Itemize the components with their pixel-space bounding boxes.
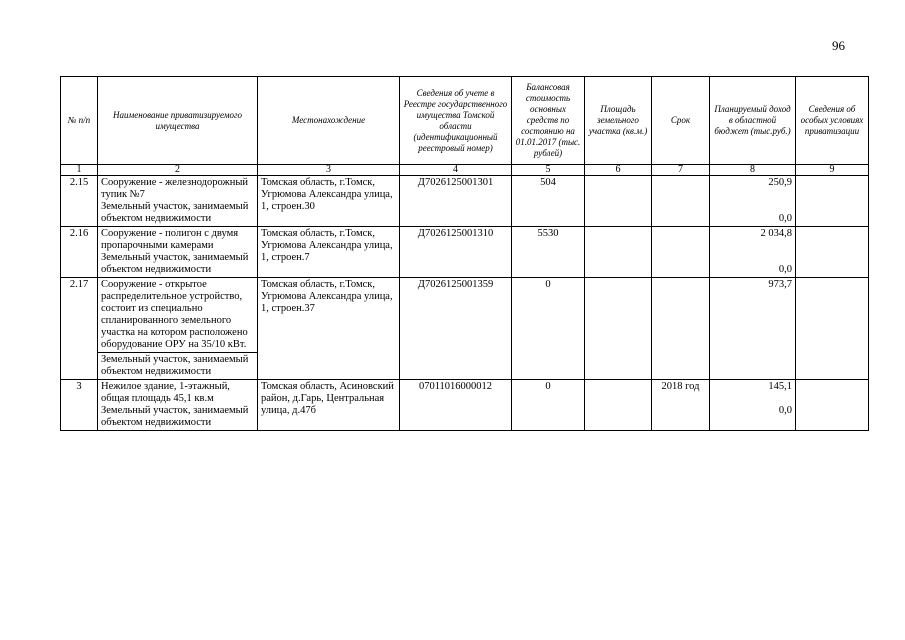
- table-row: [61, 380, 869, 431]
- location: Томская область, Асиновский район, д.Гарь, Центральная улица, д.47б: [258, 380, 400, 431]
- row-number: 2.17: [61, 278, 98, 380]
- term-value: [652, 227, 710, 278]
- term-value: [652, 278, 710, 380]
- income-cell: [710, 176, 796, 227]
- balance-value: 5530: [512, 227, 585, 278]
- conditions-value: [796, 176, 869, 227]
- income-cell: [710, 380, 796, 431]
- land-plot-text: Земельный участок, занимаемый объектом недвижимости: [101, 252, 249, 275]
- income-value: 250,9: [768, 177, 792, 188]
- registry-number: Д7026125001359: [400, 278, 512, 380]
- page-number: 96: [832, 38, 845, 53]
- row-number: 3: [61, 380, 98, 431]
- column-number: 6: [585, 165, 652, 176]
- term-value: [652, 176, 710, 227]
- row-number: 2.16: [61, 227, 98, 278]
- location: Томская область, г.Томск, Угрюмова Александра улица, 1, строен.7: [258, 227, 400, 278]
- header-balance: Балансовая стоимость основных средств по состоянию на 01.01.2017 (тыс. рублей): [512, 77, 585, 165]
- property-name-cell: [98, 380, 258, 431]
- location: Томская область, г.Томск, Угрюмова Александра улица, 1, строен.37: [258, 278, 400, 380]
- table-row: [61, 227, 869, 278]
- income-land-value: 0,0: [778, 264, 792, 275]
- area-value: [585, 227, 652, 278]
- row-number: 2.15: [61, 176, 98, 227]
- conditions-value: [796, 227, 869, 278]
- property-name: Сооружение - полигон с двумя пропарочными камерами: [101, 228, 239, 251]
- balance-value: 0: [512, 380, 585, 431]
- header-registry: Сведения об учете в Реестре государственного имущества Томской области (идентификационный реестровый номер): [400, 77, 512, 165]
- land-plot-text: Земельный участок, занимаемый объектом недвижимости: [101, 405, 249, 428]
- income-value: 145,1: [768, 381, 792, 392]
- balance-value: 504: [512, 176, 585, 227]
- header-area: Площадь земельного участка (кв.м.): [585, 77, 652, 165]
- column-number-row: [61, 165, 869, 176]
- header-income: Планируемый доход в областной бюджет (тыс.руб.): [710, 77, 796, 165]
- column-number: 7: [652, 165, 710, 176]
- income-land-value: 0,0: [778, 405, 792, 416]
- land-plot-text: Земельный участок, занимаемый объектом недвижимости: [101, 201, 249, 224]
- property-name-cell: [98, 227, 258, 278]
- header-term: Срок: [652, 77, 710, 165]
- property-name: Нежилое здание, 1-этажный, общая площадь 45,1 кв.м: [101, 381, 230, 404]
- property-name: Сооружение - железнодорожный тупик №7: [101, 177, 249, 200]
- privatization-table: [60, 76, 869, 431]
- area-value: [585, 380, 652, 431]
- location: Томская область, г.Томск, Угрюмова Александра улица, 1, строен.30: [258, 176, 400, 227]
- term-value: 2018 год: [652, 380, 710, 431]
- column-number: 1: [61, 165, 98, 176]
- registry-number: 07011016000012: [400, 380, 512, 431]
- registry-number: Д7026125001301: [400, 176, 512, 227]
- column-number: 3: [258, 165, 400, 176]
- column-number: 2: [98, 165, 258, 176]
- column-number: 8: [710, 165, 796, 176]
- header-name: Наименование приватизируемого имущества: [98, 77, 258, 165]
- column-number: 9: [796, 165, 869, 176]
- income-value: 2 034,8: [760, 228, 792, 239]
- column-number: 4: [400, 165, 512, 176]
- table-row: [61, 278, 869, 353]
- property-name: Сооружение - открытое распределительное устройство, состоит из специально спланированного земельного участка на котором расположено оборудование ОРУ на 35/10 кВт.: [98, 278, 258, 353]
- property-name-cell: [98, 176, 258, 227]
- table-row: [61, 176, 869, 227]
- header-num: № п/п: [61, 77, 98, 165]
- column-number: 5: [512, 165, 585, 176]
- income-land-value: 0,0: [778, 213, 792, 224]
- income-value: 973,7: [710, 278, 796, 380]
- header-conditions: Сведения об особых условиях приватизации: [796, 77, 869, 165]
- header-row: [61, 77, 869, 165]
- registry-number: Д7026125001310: [400, 227, 512, 278]
- income-cell: [710, 227, 796, 278]
- area-value: [585, 278, 652, 380]
- conditions-value: [796, 278, 869, 380]
- area-value: [585, 176, 652, 227]
- conditions-value: [796, 380, 869, 431]
- header-location: Местонахождение: [258, 77, 400, 165]
- balance-value: 0: [512, 278, 585, 380]
- land-plot-text: Земельный участок, занимаемый объектом недвижимости: [98, 353, 258, 380]
